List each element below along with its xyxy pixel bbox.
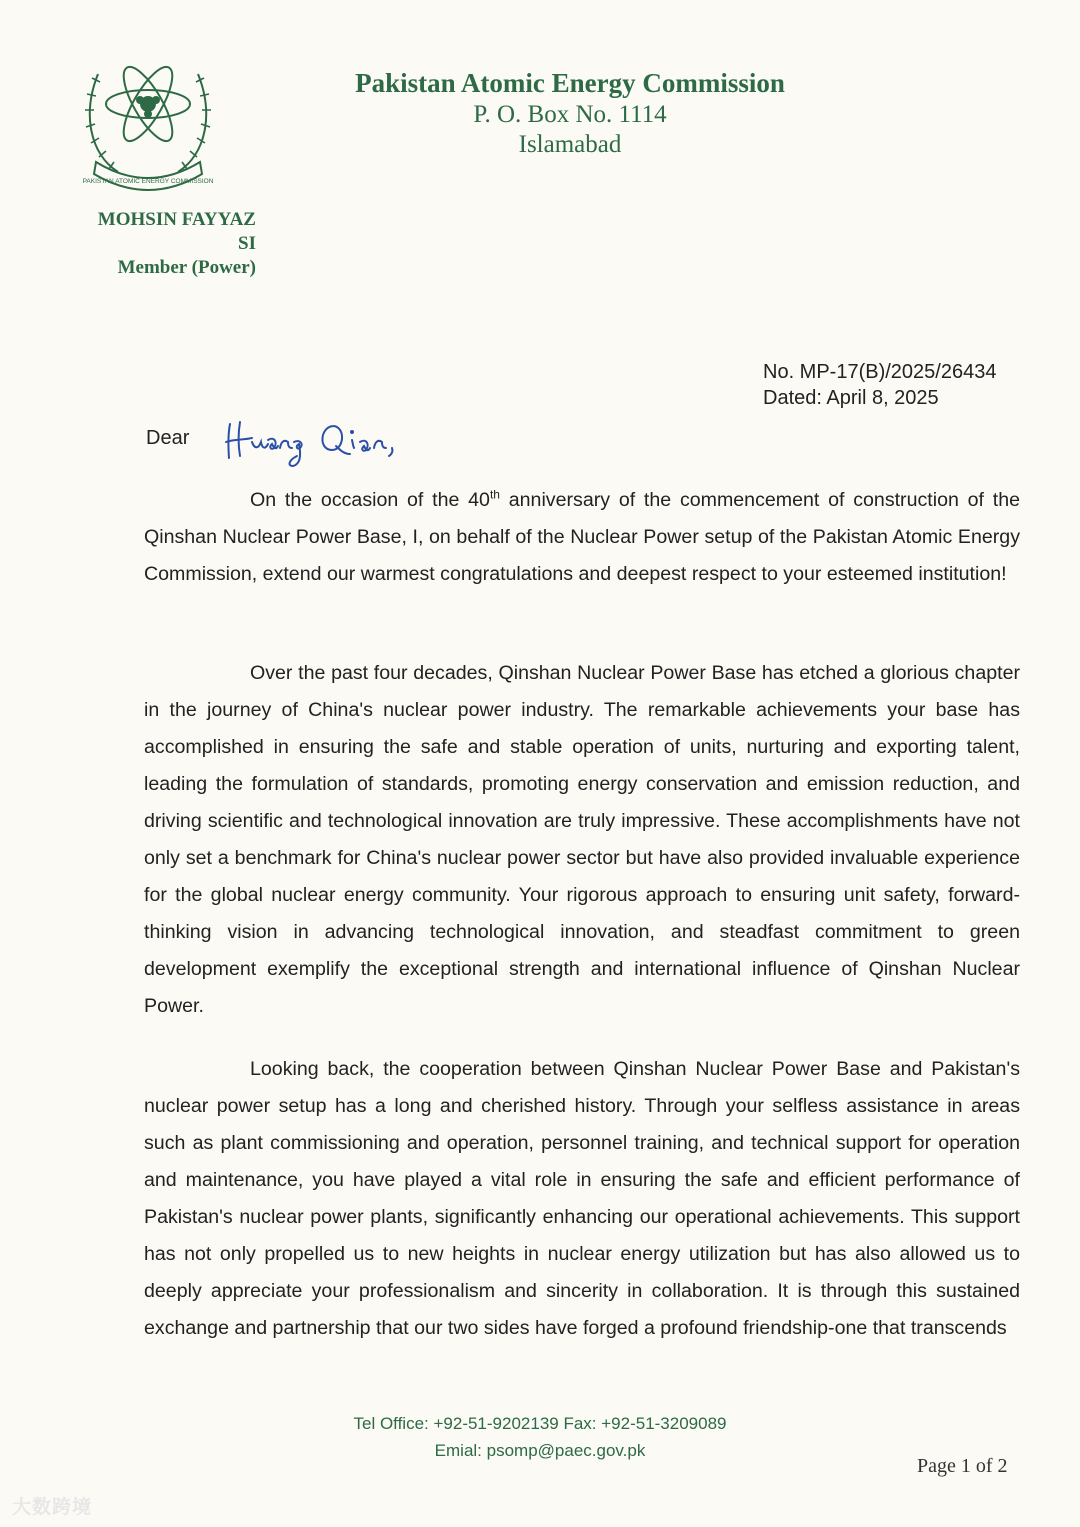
letterhead [300, 66, 840, 160]
body-paragraph-1: On the occasion of the 40th anniversary of the commencement of construction of the Qinshan Nuclear Power Base, I, on behalf of the Nuclear Power setup of the Pakistan Atomic Energy Commission, extend our warmest congratulations and deepest respect to your esteemed institution! [144, 487, 1020, 585]
reference-number: No. MP-17(B)/2025/26434 [763, 361, 997, 383]
signer-title: Member (Power) [117, 257, 256, 278]
city: Islamabad [518, 131, 622, 158]
po-box: P. O. Box No. 1114 [473, 101, 667, 128]
signer-honor: SI [238, 233, 256, 254]
org-name: Pakistan Atomic Energy Commission [355, 68, 785, 98]
handwritten-recipient [222, 412, 422, 472]
reference-date: Dated: April 8, 2025 [763, 387, 939, 409]
salutation-word: Dear [146, 427, 190, 449]
page-number: Page 1 of 2 [917, 1455, 1008, 1477]
atom-emblem-icon [78, 44, 218, 194]
email: Emial: psomp@paec.gov.pk [434, 1441, 646, 1460]
watermark: 大数跨境 [12, 1497, 93, 1518]
tel-fax: Tel Office: +92-51-9202139 Fax: +92-51-3209089 [353, 1414, 727, 1433]
body-paragraph-2: Over the past four decades, Qinshan Nuclear Power Base has etched a glorious chapter in the journey of China's nuclear power industry. The remarkable achievements your base has accomplished in ensuring the safe and stable operation of units, nurturing and exporting talent, leading the formulation of standards, promoting energy conservation and emission reduction, and driving scientific and technological innovation are truly impressive. These accomplishments have not only set a benchmark for China's nuclear power sector but have also provided invaluable experience for the global nuclear energy community. Your rigorous approach to ensuring unit safety, forward-thinking vision in advancing technological innovation, and steadfast commitment to green development exemplify the exceptional strength and international influence of Qinshan Nuclear Power. [144, 662, 1020, 1017]
signer-name: MOHSIN FAYYAZ [97, 209, 256, 230]
signer-block [60, 208, 256, 280]
emblem-banner-text: PAKISTAN ATOMIC ENERGY COMMISSION [82, 178, 214, 185]
reference-block [763, 359, 996, 411]
body-paragraph-3: Looking back, the cooperation between Qinshan Nuclear Power Base and Pakistan's nuclear power setup has a long and cherished history. Through your selfless assistance in areas such as plant commissioning and operation, personnel training, and technical support for operation and maintenance, you have played a vital role in ensuring the safe and efficient performance of Pakistan's nuclear power plants, significantly enhancing our operational achievements. This support has not only propelled us to new heights in nuclear energy utilization but has also allowed us to deeply appreciate your professionalism and sincerity in collaboration. It is through this sustained exchange and partnership that our two sides have forged a profound friendship-one that transcends [144, 1058, 1020, 1339]
